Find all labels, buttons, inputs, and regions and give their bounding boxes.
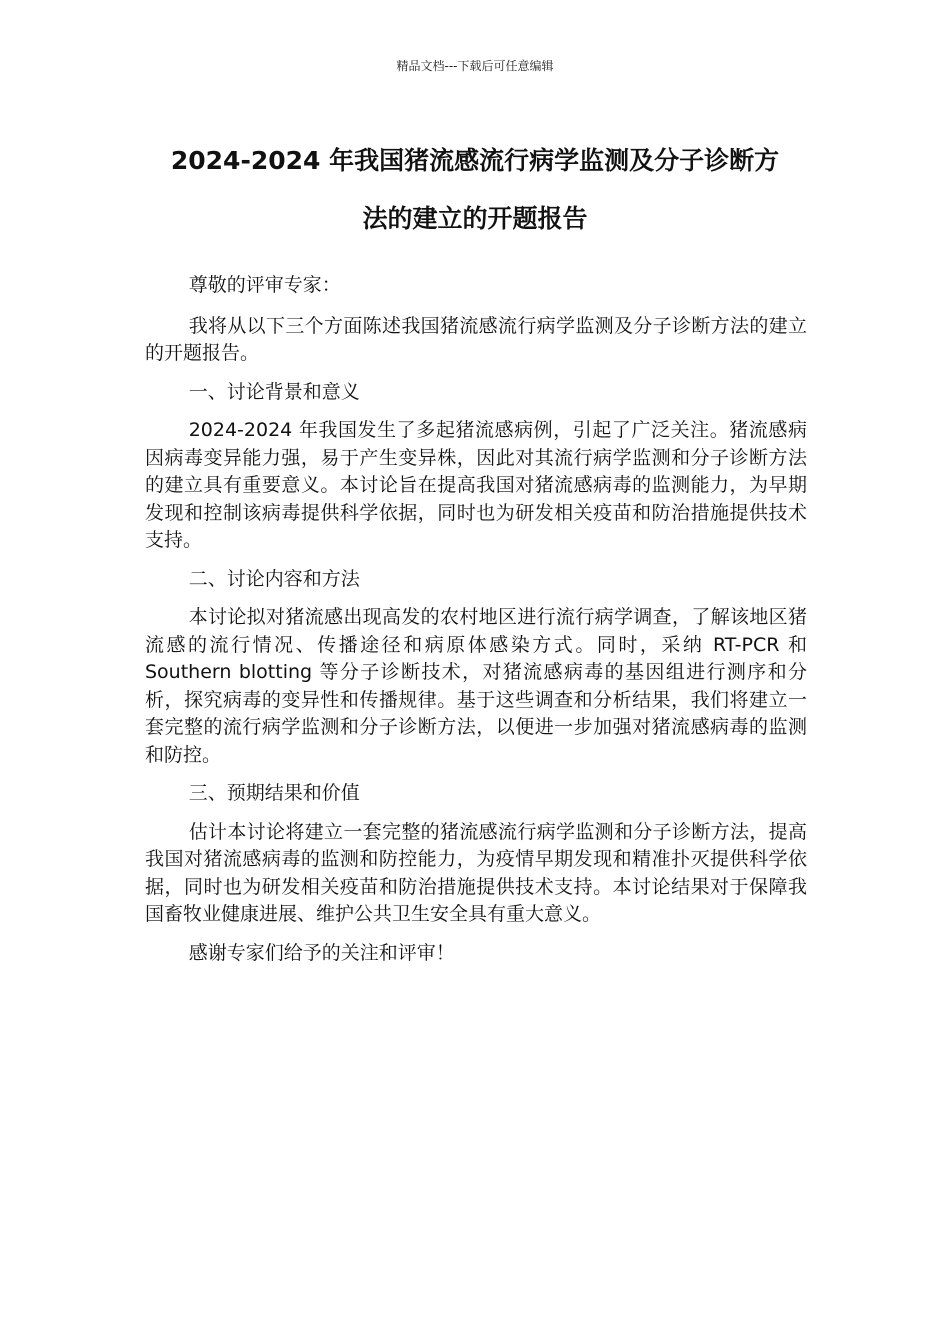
- results-paragraph: 估计本讨论将建立一套完整的猪流感流行病学监测和分子诊断方法，提高我国对猪流感病毒的监测和防控能力，为疫情早期发现和精准扑灭提供科学依据，同时也为研发相关疫苗和防治措施提供技术支持。本讨论结果对于保障我国畜牧业健康进展、维护公共卫生安全具有重大意义。: [145, 820, 807, 925]
- title-line-1: 2024-2024 年我国猪流感流行病学监测及分子诊断方: [170, 146, 780, 175]
- background-paragraph: 2024-2024 年我国发生了多起猪流感病例，引起了广泛关注。猪流感病因病毒变异能力强，易于产生变异株，因此对其流行病学监测和分子诊断方法的建立具有重要意义。本讨论旨在提高我国对猪流感病毒的监测能力，为早期发现和控制该病毒提供科学依据，同时也为研发相关疫苗和防治措施提供技术支持。: [145, 419, 807, 551]
- content-paragraph: 本讨论拟对猪流感出现高发的农村地区进行流行病学调查，了解该地区猪流感的流行情况、传播途径和病原体感染方式。同时，采纳 RT-PCR 和 Southern blotting 等分子诊断技术，对猪流感病毒的基因组进行测序和分析，探究病毒的变异性和传播规律。基于这些调查和分析结果，我们将建立一套完整的流行病学监测和分子诊断方法，以便进一步加强对猪流感病毒的监测和防控。: [145, 606, 807, 766]
- section-heading-content: 二、讨论内容和方法: [188, 567, 360, 590]
- closing-thanks: 感谢专家们给予的关注和评审！: [188, 941, 455, 964]
- document-body: [145, 272, 807, 978]
- page-header-note: 精品文档---下载后可任意编辑: [396, 59, 554, 73]
- section-heading-background: 一、讨论背景和意义: [188, 380, 360, 403]
- section-heading-results: 三、预期结果和价值: [188, 782, 360, 804]
- intro-paragraph: 我将从以下三个方面陈述我国猪流感流行病学监测及分子诊断方法的建立的开题报告。: [145, 314, 807, 364]
- document-title: [130, 132, 820, 248]
- greeting: 尊敬的评审专家：: [188, 274, 341, 296]
- title-line-2: 法的建立的开题报告: [362, 204, 588, 233]
